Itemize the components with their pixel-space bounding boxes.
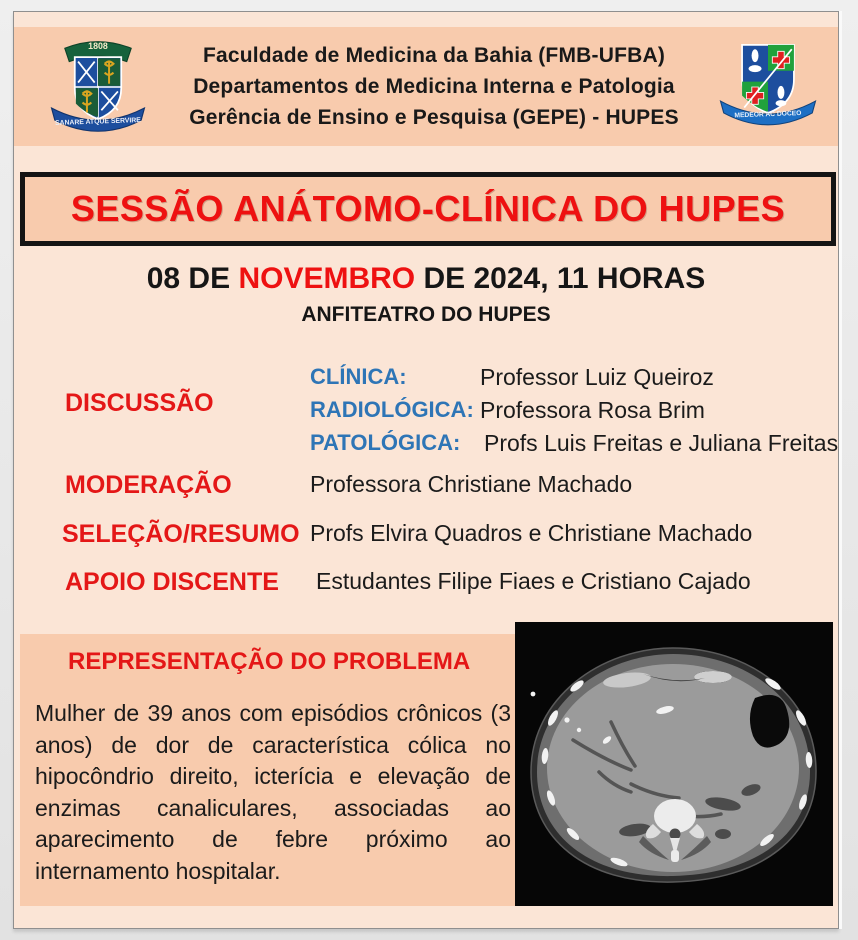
poster-slide: [13, 11, 839, 929]
selection-summary-presenters: Profs Elvira Quadros e Christiane Machado: [310, 520, 753, 546]
moderation-presenter: Professora Christiane Machado: [310, 471, 633, 497]
problem-title: REPRESENTAÇÃO DO PROBLEMA: [68, 648, 471, 675]
problem-section: [20, 634, 832, 906]
crest-motto: MEDEOR AC DOCEO: [734, 109, 802, 119]
date-prefix: 08 DE: [146, 262, 239, 295]
crest-year: 1808: [88, 40, 108, 51]
crest-motto: SANARE ATQUE SERVIRE: [54, 116, 141, 127]
header-line-1: Faculdade de Medicina da Bahia (FMB-UFBA): [202, 44, 666, 67]
date-suffix: DE 2024, 11 HORAS: [415, 262, 706, 295]
header-line-3: Gerência de Ensino e Pesquisa (GEPE) - HUPES: [189, 106, 679, 129]
student-support-label: APOIO DISCENTE: [65, 568, 279, 596]
institution-header: [154, 40, 714, 133]
date-month: NOVEMBRO: [238, 262, 416, 295]
title-banner: [20, 172, 836, 246]
radiological-type-label: RADIOLÓGICA:: [310, 397, 474, 422]
venue-label: ANFITEATRO DO HUPES: [301, 303, 551, 326]
header-band: [14, 27, 838, 146]
pathological-presenters: Profs Luis Freitas e Juliana Freitas: [484, 430, 839, 456]
pathological-type-label: PATOLÓGICA:: [310, 430, 461, 455]
moderation-label: MODERAÇÃO: [65, 471, 232, 499]
radiological-presenter: Professora Rosa Brim: [480, 397, 705, 423]
clinical-presenter: Professor Luiz Queiroz: [480, 364, 714, 390]
fmb-crest-icon: [42, 35, 154, 139]
hupes-crest-icon: [714, 35, 822, 139]
clinical-type-label: CLÍNICA:: [310, 364, 407, 389]
ct-scan-image: [515, 622, 833, 906]
header-line-2: Departamentos de Medicina Interna e Patologia: [193, 75, 675, 98]
session-datetime: [14, 262, 838, 296]
discussion-label: DISCUSSÃO: [65, 389, 214, 417]
selection-summary-label: SELEÇÃO/RESUMO: [62, 520, 300, 548]
session-title: SESSÃO ANÁTOMO-CLÍNICA DO HUPES: [70, 188, 786, 229]
student-support-names: Estudantes Filipe Fiaes e Cristiano Cajado: [316, 568, 751, 594]
problem-description: Mulher de 39 anos com episódios crônicos (3 anos) de dor de característica cólica no hipocôndrio direito, icterícia e elevação de enzimas canaliculares, associadas ao aparecimento de febre próximo ao internamento hospitalar.: [35, 700, 511, 884]
